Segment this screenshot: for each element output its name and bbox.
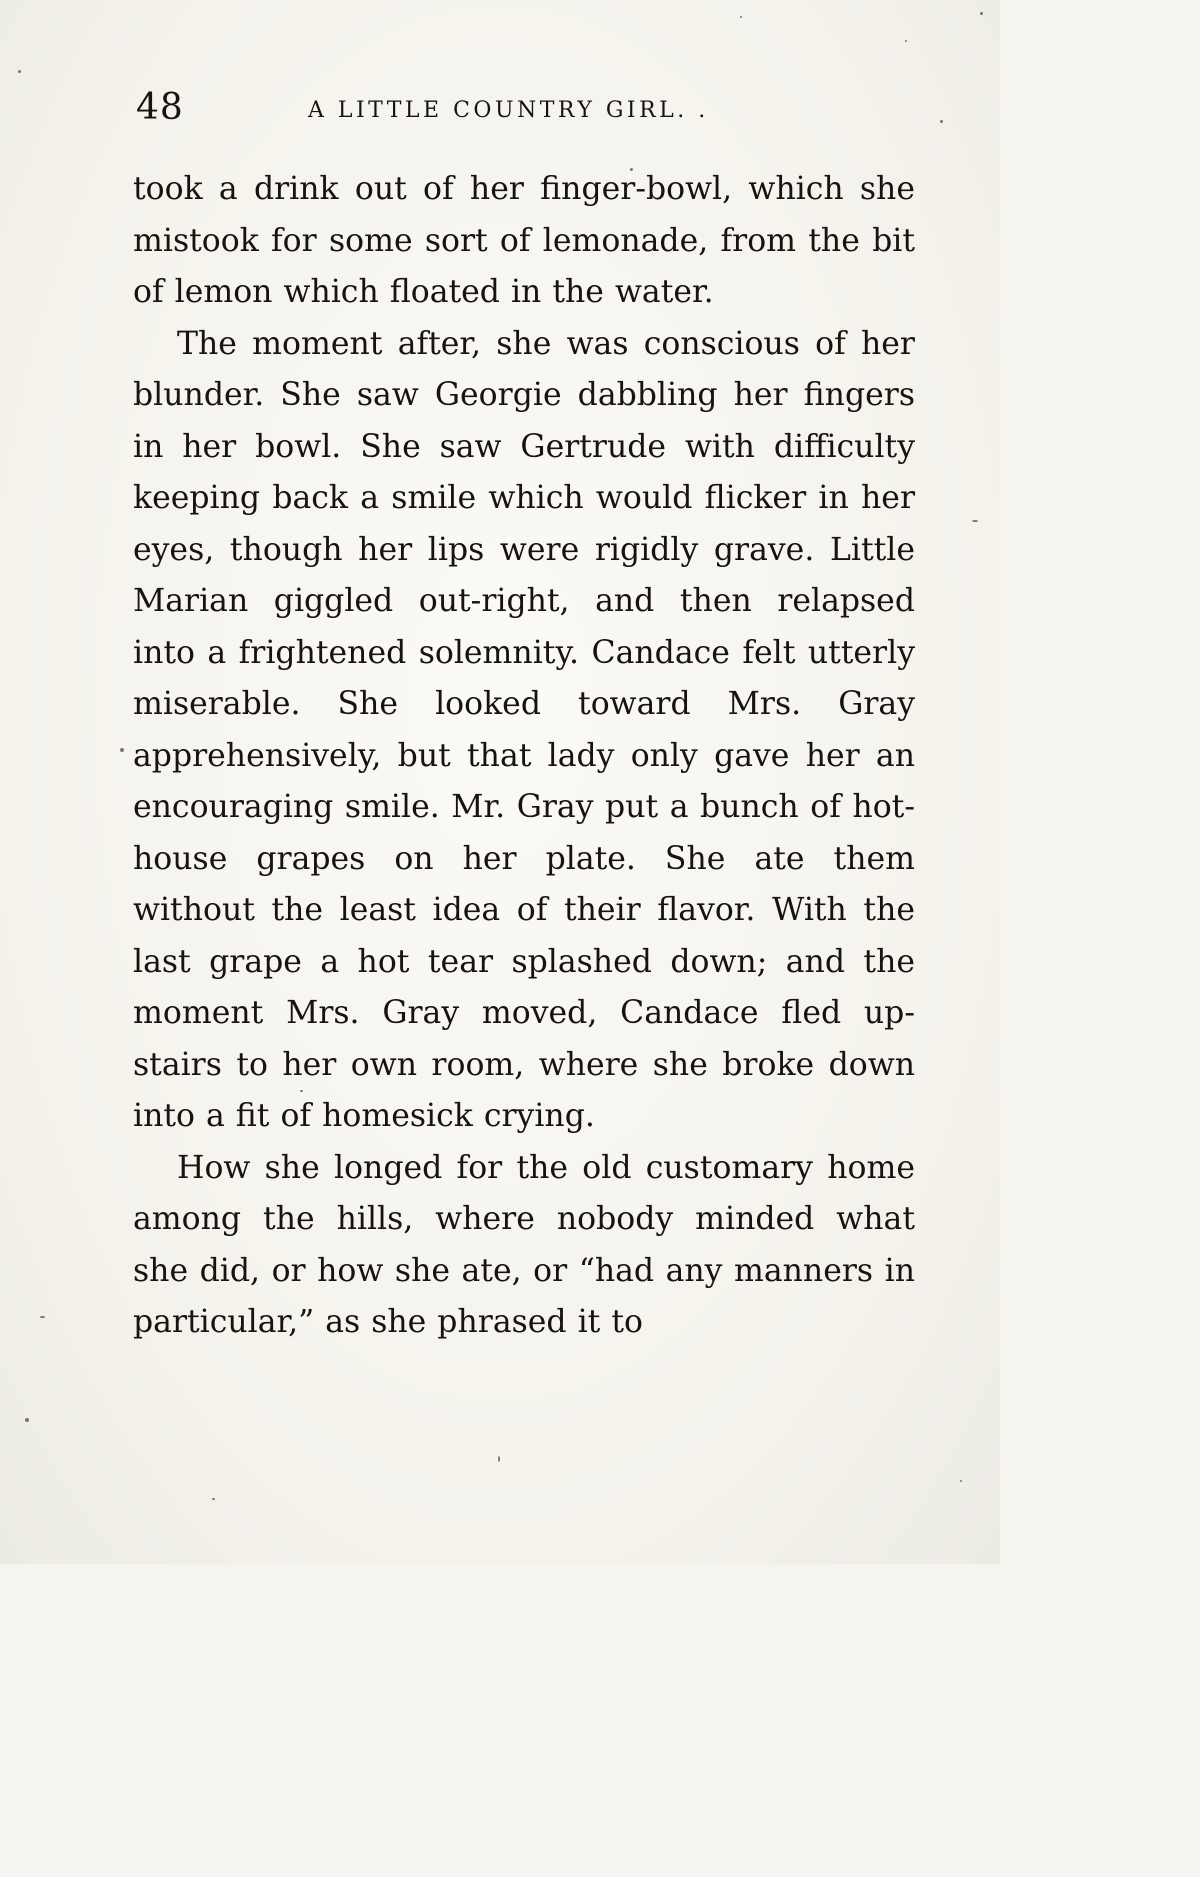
scan-speck xyxy=(212,1498,215,1500)
running-head xyxy=(136,88,776,128)
scan-speck xyxy=(25,1418,29,1422)
scan-speck xyxy=(120,748,124,752)
scan-speck xyxy=(498,1456,500,1462)
scan-speck xyxy=(972,520,978,522)
paragraph-blunder: The moment after, she was conscious of her blunder. She saw Georgie dabbling her fingers in her bowl. She saw Gertrude with difficulty keeping back a smile which would flicker in her eyes, though her lips were rigidly grave. Little Marian giggled out-right, and then relapsed into a frightened solemnity. Candace felt utterly miserable. She looked toward Mrs. Gray apprehensively, but that lady only gave her an encouraging smile. Mr. Gray put a bunch of hot-house grapes on her plate. She ate them without the least idea of their flavor. With the last grape a hot tear splashed down; and the moment Mrs. Gray moved, Candace fled up-stairs to her own room, where she broke down into a fit of homesick crying. xyxy=(133,325,915,1134)
scan-speck xyxy=(630,168,633,171)
scan-speck xyxy=(740,16,742,18)
scan-speck xyxy=(18,70,21,73)
body-text xyxy=(133,164,915,1349)
running-title: A LITTLE COUNTRY GIRL. . xyxy=(308,98,709,123)
scan-speck xyxy=(940,120,943,123)
scan-speck xyxy=(905,40,907,42)
scan-speck xyxy=(980,12,983,15)
scan-speck xyxy=(960,1480,962,1482)
paragraph-continued: took a drink out of her finger-bowl, which she mistook for some sort of lemonade, from the bit of lemon which floated in the water. xyxy=(133,171,915,310)
paragraph-homesick: How she longed for the old customary home among the hills, where nobody minded what she did, or how she ate, or “had any manners in particular,” as she phrased it to xyxy=(133,1149,915,1340)
scan-speck xyxy=(40,1316,45,1318)
page-number: 48 xyxy=(136,87,184,128)
scan-speck xyxy=(300,1090,303,1092)
